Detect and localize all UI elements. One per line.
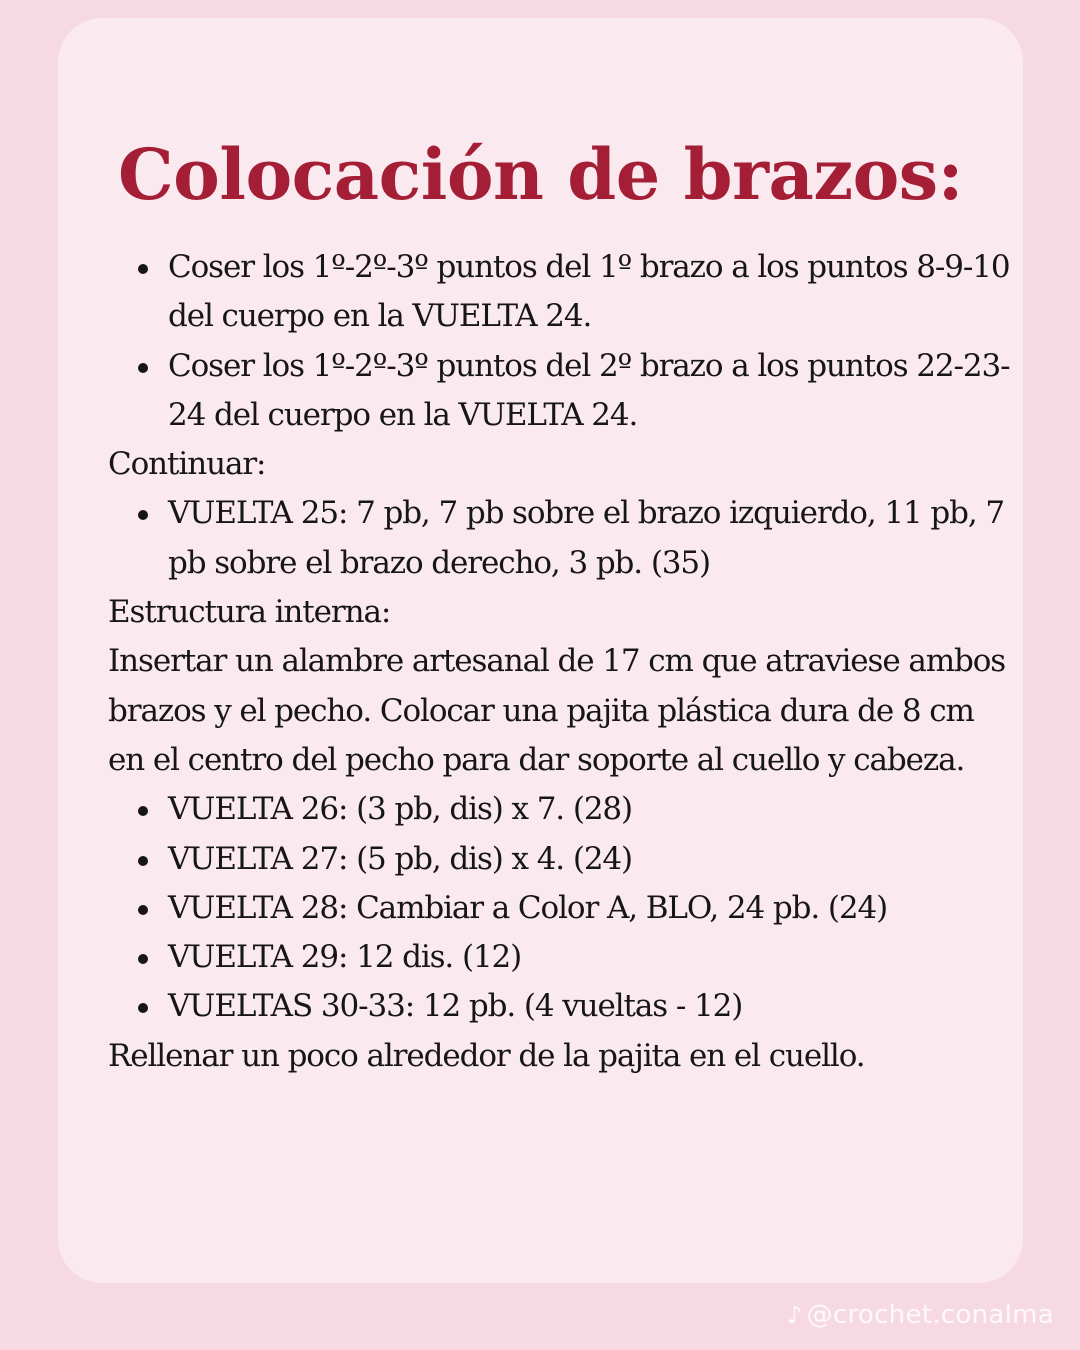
bullet-icon (138, 264, 148, 274)
bullet-icon (138, 856, 148, 866)
arm-placement-list (108, 243, 1013, 440)
list-item: Coser los 1º-2º-3º puntos del 2º brazo a los puntos 22-23-24 del cuerpo en la VUELTA 24. (108, 342, 1013, 441)
bullet-icon (138, 510, 148, 520)
bullet-icon (138, 806, 148, 816)
list-item: VUELTA 25: 7 pb, 7 pb sobre el brazo izquierdo, 11 pb, 7 pb sobre el brazo derecho, 3 pb. (35) (108, 489, 1013, 588)
estructura-label: Estructura interna: (108, 594, 391, 631)
tiktok-note-icon: ♪ (786, 1301, 803, 1329)
closing-text: Rellenar un poco alrededor de la pajita en el cuello. (108, 1037, 865, 1074)
bullet-icon (138, 905, 148, 915)
list-item: VUELTA 29: 12 dis. (12) (108, 933, 1013, 982)
list-item: VUELTA 27: (5 pb, dis) x 4. (24) (108, 835, 1013, 884)
list-item: VUELTA 28: Cambiar a Color A, BLO, 24 pb. (24) (108, 884, 1013, 933)
list-item: VUELTAS 30-33: 12 pb. (4 vueltas - 12) (108, 982, 1013, 1031)
bullet-icon (138, 1003, 148, 1013)
bullet-icon (138, 363, 148, 373)
list-item: Coser los 1º-2º-3º puntos del 1º brazo a los puntos 8-9-10 del cuerpo en la VUELTA 24. (108, 243, 1013, 342)
instructions-body (108, 243, 1013, 1081)
tiktok-watermark (787, 1300, 1054, 1330)
list-item: VUELTA 26: (3 pb, dis) x 7. (28) (108, 785, 1013, 834)
continuar-label: Continuar: (108, 446, 266, 483)
rounds-list (108, 785, 1013, 1031)
page-title: Colocación de brazos: (117, 133, 964, 216)
round-25-list (108, 489, 1013, 588)
estructura-text: Insertar un alambre artesanal de 17 cm que atraviese ambos brazos y el pecho. Colocar una pajita plástica dura de 8 cm en el centro del pecho para dar soporte al cuello y cabeza. (108, 643, 1006, 778)
watermark-handle: @crochet.conalma (806, 1300, 1054, 1330)
bullet-icon (138, 954, 148, 964)
